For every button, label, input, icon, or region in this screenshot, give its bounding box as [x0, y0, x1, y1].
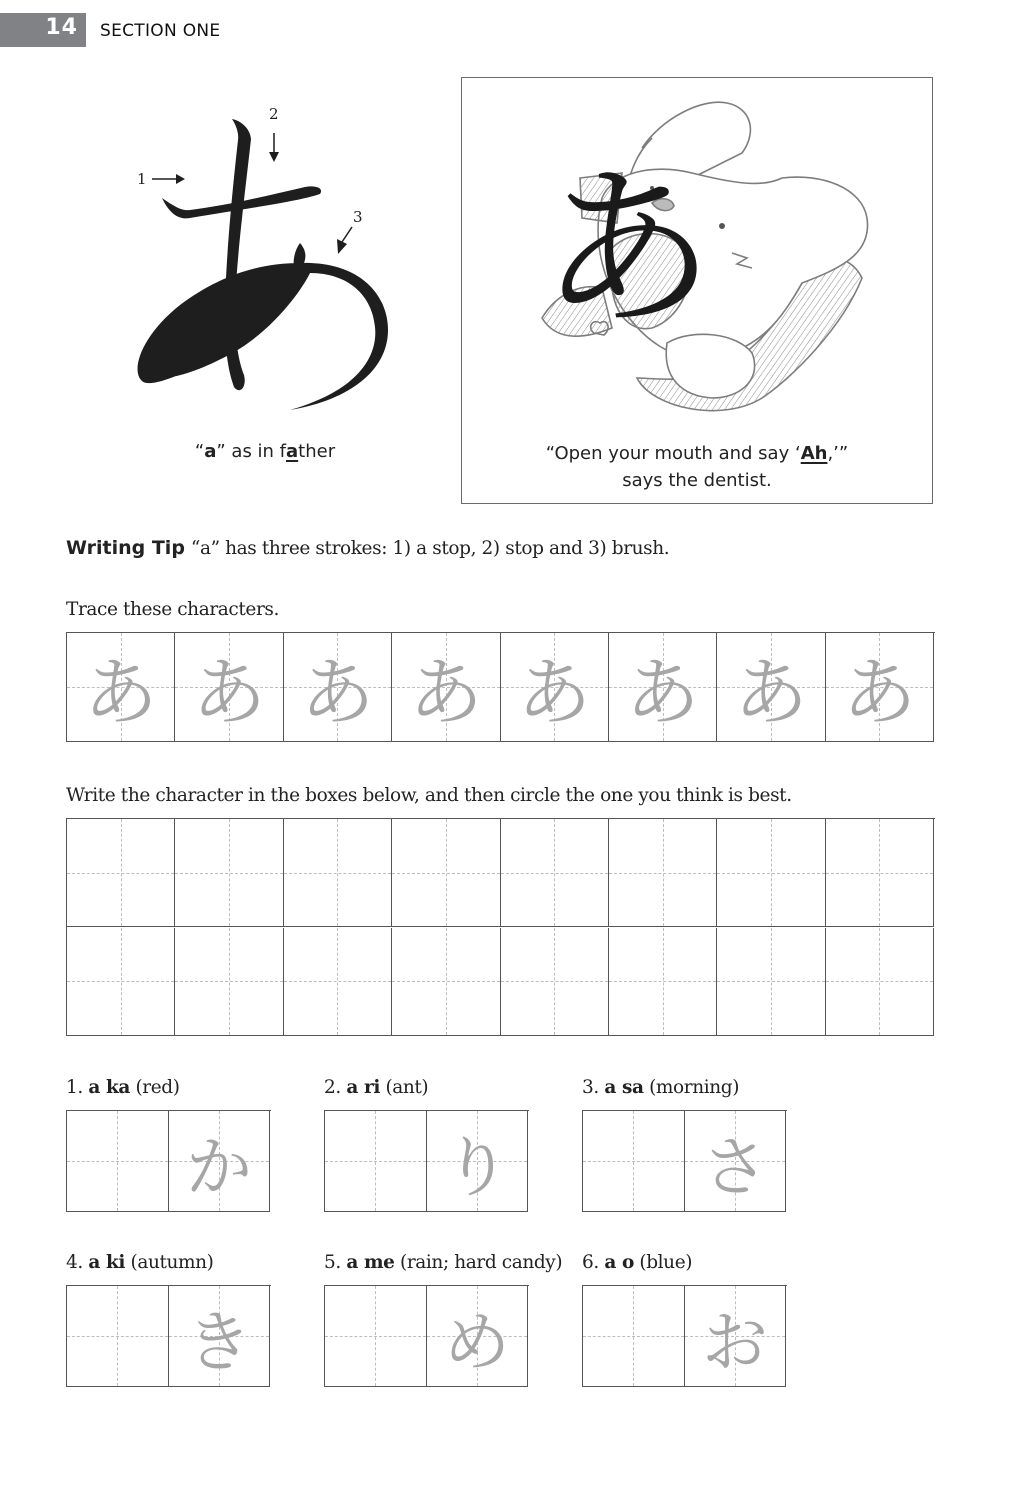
write-cell[interactable]	[826, 928, 934, 1036]
writing-tip	[66, 535, 669, 559]
trace-cell[interactable]	[67, 633, 175, 742]
write-cell[interactable]	[175, 819, 283, 927]
stroke-number-2: 2	[269, 105, 279, 123]
stroke-number-3: 3	[353, 208, 363, 226]
write-cell[interactable]	[392, 928, 500, 1036]
writing-tip-label: Writing Tip	[66, 537, 185, 559]
write-cell[interactable]	[67, 819, 175, 927]
trace-cell[interactable]	[685, 1111, 787, 1212]
trace-character: お	[702, 1303, 769, 1381]
trace-cell[interactable]	[392, 633, 500, 742]
vocab-grid	[324, 1110, 529, 1212]
vocab-grid	[582, 1285, 787, 1387]
trace-character: あ	[83, 649, 158, 736]
write-cell[interactable]	[175, 928, 283, 1036]
mnemonic-illustration-box	[461, 77, 933, 504]
stroke-order-diagram	[120, 95, 420, 425]
writing-tip-text: “a” has three strokes: 1) a stop, 2) stop and 3) brush.	[190, 538, 670, 559]
vocab-label: 4. a ki (autumn)	[66, 1252, 214, 1273]
trace-character: あ	[734, 649, 809, 736]
vocab-grid	[324, 1285, 529, 1387]
trace-cell[interactable]	[169, 1286, 271, 1387]
write-cell[interactable]	[284, 819, 392, 927]
arrow-down-icon	[269, 152, 279, 162]
vocab-item-ari	[324, 1077, 529, 1212]
hiragana-a-stroke-glyph	[120, 95, 420, 425]
trace-grid	[66, 632, 935, 742]
write-cell[interactable]	[501, 928, 609, 1036]
write-cell[interactable]	[609, 819, 717, 927]
vocab-label: 6. a o (blue)	[582, 1252, 693, 1273]
vocab-label: 2. a ri (ant)	[324, 1077, 429, 1098]
vocab-item-ame	[324, 1252, 562, 1387]
trace-character: か	[186, 1128, 253, 1206]
write-cell[interactable]	[609, 928, 717, 1036]
vocab-label: 1. a ka (red)	[66, 1077, 180, 1098]
write-cell[interactable]	[583, 1286, 685, 1387]
write-cell[interactable]	[67, 1286, 169, 1387]
highlighted-ah: Ah	[800, 443, 828, 464]
illustration-caption: “Open your mouth and say ‘Ah,’” says the dentist.	[545, 443, 849, 491]
stroke-number-1: 1	[137, 170, 147, 188]
write-practice-grid	[66, 818, 935, 1036]
trace-instruction: Trace these characters.	[66, 599, 279, 620]
trace-character: あ	[192, 649, 267, 736]
trace-cell[interactable]	[609, 633, 717, 742]
write-cell[interactable]	[67, 1111, 169, 1212]
section-title: SECTION ONE	[100, 21, 221, 41]
write-cell[interactable]	[284, 928, 392, 1036]
trace-cell[interactable]	[501, 633, 609, 742]
page-number: 14	[45, 15, 78, 40]
vocab-label: 3. a sa (morning)	[582, 1077, 740, 1098]
trace-cell[interactable]	[284, 633, 392, 742]
trace-cell[interactable]	[427, 1286, 529, 1387]
trace-character: り	[444, 1128, 511, 1206]
write-cell[interactable]	[67, 928, 175, 1036]
arrow-right-icon	[176, 174, 185, 184]
write-cell[interactable]	[501, 819, 609, 927]
trace-character: あ	[517, 649, 592, 736]
page-number-tab	[0, 13, 86, 47]
write-cell[interactable]	[717, 928, 825, 1036]
trace-character: あ	[300, 649, 375, 736]
trace-character: あ	[625, 649, 700, 736]
write-cell[interactable]	[826, 819, 934, 927]
romaji-a: a	[204, 441, 217, 462]
vocab-grid	[66, 1110, 271, 1212]
write-cell[interactable]	[392, 819, 500, 927]
trace-character: さ	[702, 1128, 769, 1206]
trace-cell[interactable]	[427, 1111, 529, 1212]
trace-cell[interactable]	[826, 633, 934, 742]
trace-character: あ	[408, 649, 483, 736]
trace-cell[interactable]	[169, 1111, 271, 1212]
write-cell[interactable]	[583, 1111, 685, 1212]
trace-cell[interactable]	[717, 633, 825, 742]
vocab-grid	[582, 1110, 787, 1212]
highlighted-letter: a	[286, 441, 299, 462]
vocab-item-asa	[582, 1077, 787, 1212]
rabbit-dentist-illustration	[462, 78, 932, 428]
write-instruction: Write the character in the boxes below, and then circle the one you think is best.	[66, 785, 792, 806]
write-cell[interactable]	[325, 1111, 427, 1212]
vocab-item-aki	[66, 1252, 271, 1387]
write-cell[interactable]	[325, 1286, 427, 1387]
trace-cell[interactable]	[685, 1286, 787, 1387]
pronunciation-caption: “a” as in father	[194, 441, 336, 462]
trace-cell[interactable]	[175, 633, 283, 742]
trace-character: き	[186, 1303, 253, 1381]
vocab-item-aka	[66, 1077, 271, 1212]
write-cell[interactable]	[717, 819, 825, 927]
overlay-character: あ	[540, 149, 715, 352]
vocab-item-ao	[582, 1252, 787, 1387]
vocab-label: 5. a me (rain; hard candy)	[324, 1252, 563, 1273]
trace-character: め	[444, 1303, 511, 1381]
vocab-grid	[66, 1285, 271, 1387]
trace-character: あ	[842, 649, 917, 736]
